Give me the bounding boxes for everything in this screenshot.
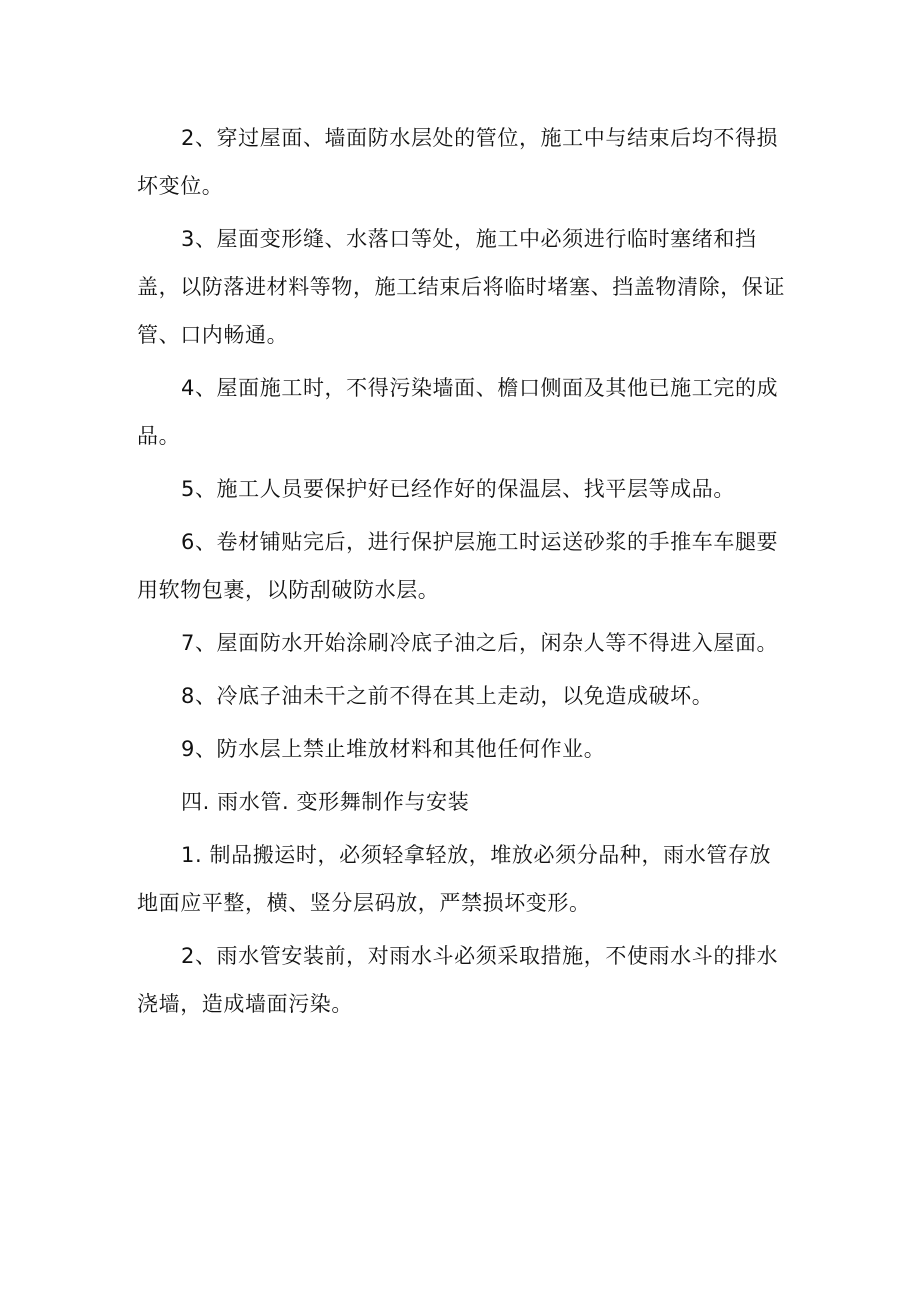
paragraph-item-3-drain-covering: 3、屋面变形缝、水落口等处，施工中必须进行临时塞绪和挡盖，以防落进材料等物，施工结束后将临时堵塞、挡盖物清除，保证管、口内畅通。 xyxy=(137,227,785,347)
document-body xyxy=(137,114,787,1033)
paragraph-item-2-downpipe-install: 2、雨水管安装前，对雨水斗必须采取措施，不使雨水斗的排水浇墙，造成墙面污染。 xyxy=(137,944,779,1016)
paragraph-item-6-cart-wrapping: 6、卷材铺贴完后，进行保护层施工时运送砂浆的手推车车腿要用软物包裹，以防刮破防水层。 xyxy=(137,530,779,602)
paragraph-item-8-no-walking: 8、冷底子油未干之前不得在其上走动，以免造成破坏。 xyxy=(181,684,714,708)
paragraph-item-4-wall-contamination: 4、屋面施工时，不得污染墙面、檐口侧面及其他已施工完的成品。 xyxy=(137,376,779,448)
paragraph-item-2-pipe-protection: 2、穿过屋面、墙面防水层处的管位，施工中与结束后均不得损坏变位。 xyxy=(137,126,779,198)
paragraph-item-9-no-stacking: 9、防水层上禁止堆放材料和其他任何作业。 xyxy=(181,737,606,761)
paragraph-item-5-finished-protection: 5、施工人员要保护好已经作好的保温层、找平层等成品。 xyxy=(181,477,735,501)
paragraph-item-7-restricted-access: 7、屋面防水开始涂刷冷底子油之后，闲杂人等不得进入屋面。 xyxy=(181,631,779,655)
paragraph-item-1-handling: 1. 制品搬运时，必须轻拿轻放，堆放必须分品种，雨水管存放地面应平整，横、竖分层码放，严禁损坏变形。 xyxy=(137,843,772,915)
section-heading-downpipe: 四. 雨水管. 变形舞制作与安装 xyxy=(181,790,470,814)
